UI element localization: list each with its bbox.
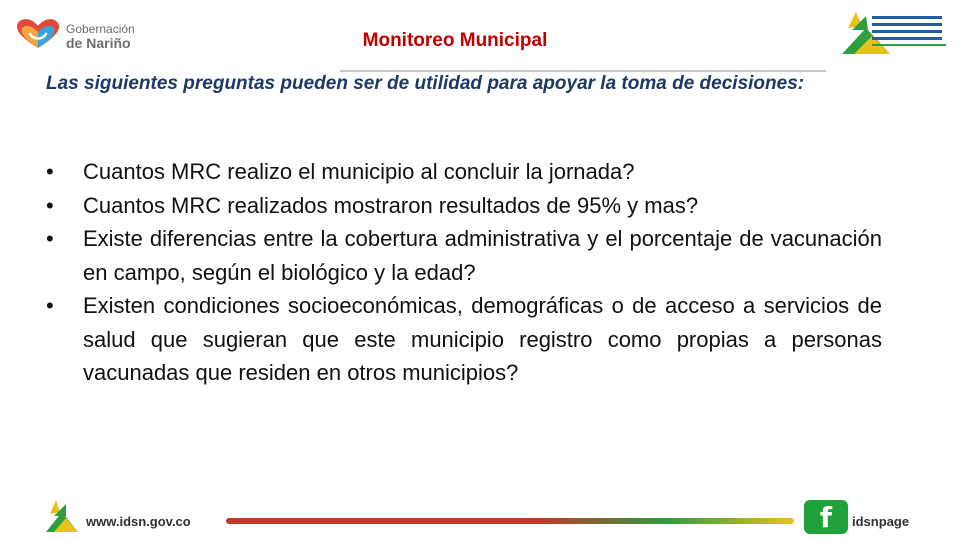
idsn-small-logo-icon [44,498,80,534]
bullet-icon: • [46,226,54,251]
footer-color-bar [226,518,794,524]
question-text: Cuantos MRC realizados mostraron resultados de 95% y mas? [83,192,699,218]
list-item [46,289,882,390]
intro-text: Las siguientes preguntas pueden ser de utilidad para apoyar la toma de decisiones: [46,73,805,94]
bullet-icon: • [46,192,54,218]
list-item [46,155,882,189]
facebook-icon[interactable] [804,500,848,534]
list-item [46,222,882,289]
gobernacion-name-line2: de Nariño [66,35,131,51]
bullet-icon: • [46,159,54,184]
website-link[interactable]: www.idsn.gov.co [86,514,191,529]
question-list [46,155,882,390]
facebook-letter: f [819,501,833,534]
list-item [46,189,882,223]
question-text: Cuantos MRC realizo el municipio al concluir la jornada? [83,159,635,184]
idsn-logo-icon [832,8,950,56]
page-title: Monitoreo Municipal [362,30,548,51]
gobernacion-name-line1: Gobernación [66,22,135,36]
question-text: Existe diferencias entre la cobertura administrativa y el porcentaje de vacunación en campo, según el biológico y la edad? [83,226,882,285]
question-text: Existen condiciones socioeconómicas, demográficas o de acceso a servicios de salud que sugieran que este municipio registro como propias a personas vacunadas que residen en otros municipios? [83,293,882,385]
facebook-handle-link[interactable]: idsnpage [852,514,910,529]
bullet-icon: • [46,293,54,318]
